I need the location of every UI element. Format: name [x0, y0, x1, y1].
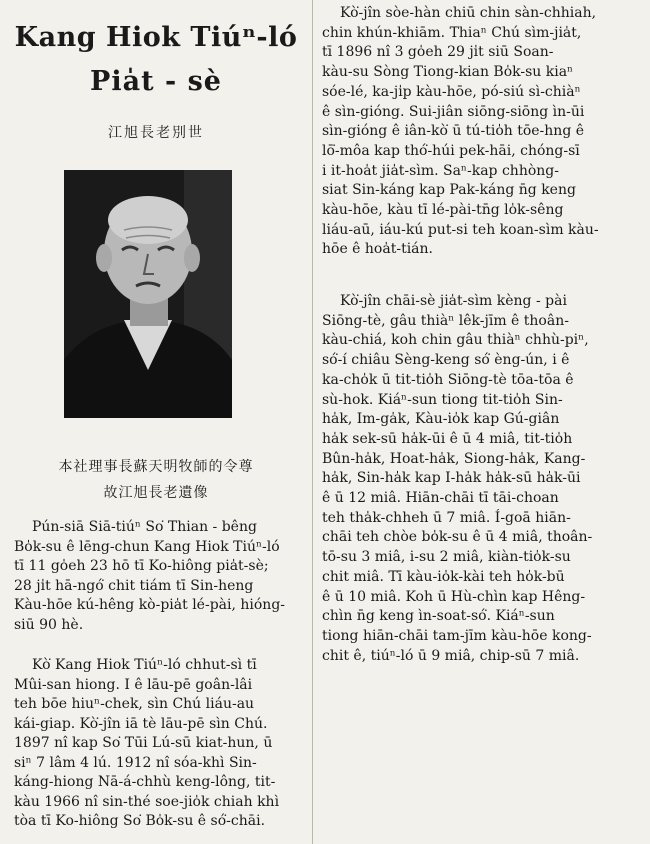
text-line: Kò͘-jîn sòe-hàn chiū chin sàn-chhiah,: [340, 5, 597, 21]
text-line: Bûn-ha̍k, Hoat-ha̍k, Siong-ha̍k, Kang-: [322, 450, 586, 467]
text-line: kái-giap. Kò͘-jîn iā tè lāu-pē sìn Chú.: [14, 715, 268, 732]
text-line: Siōng-tè, gâu thiàⁿ lêk-jīm ê thoân-: [322, 312, 569, 329]
text-line: lō͘-môa kap thó͘-húi pek-hāi, chóng-sī: [322, 142, 580, 159]
portrait-photo: [64, 170, 232, 418]
text-line: Kò͘ Kang Hiok Tiúⁿ-ló chhut-sì tī: [32, 657, 257, 673]
text-line: káng-hiong Nā-á-chhù keng-lông, tit-: [14, 774, 276, 790]
text-line: kàu-su Sòng Tiong-kian Bo̍k-su kiaⁿ: [322, 64, 574, 81]
text-line: ka-cho̍k ū tit-tio̍h Siōng-tè tōa-tōa ê: [322, 371, 574, 388]
text-line: ha̍k, Im-ga̍k, Kàu-io̍k kap Gú-giân: [322, 411, 560, 428]
text-line: kàu-hōe, kàu tī lé-pài-tn̄g lo̍k-sêng: [322, 202, 564, 219]
article-title-hanzi: 江旭長老別世: [108, 125, 204, 141]
text-line: ha̍k sek-sū ha̍k-ūi ê ū 4 miâ, tit-tio̍h: [322, 430, 573, 447]
text-line: siat Sin-káng kap Pak-káng n̄g keng: [322, 182, 576, 199]
article-title-line-2: Pia̍t - sè: [90, 66, 222, 97]
column-divider: [312, 0, 313, 844]
text-line: siū 90 hè.: [14, 616, 84, 633]
article-title-line-1: Kang Hiok Tiúⁿ-ló: [14, 22, 298, 53]
photo-caption-line-2: 故江旭長老遺像: [103, 485, 209, 501]
left-column: [0, 0, 312, 844]
text-line: teh bōe hiuⁿ-chek, sìn Chú liáu-au: [14, 696, 255, 712]
text-line: Kò͘-jîn chāi-sè jia̍t-sìm kèng - pài: [340, 293, 567, 309]
right-paragraph-2: [322, 292, 632, 666]
text-line: Pún-siā Siā-tiúⁿ So͘ Thian - bêng: [32, 519, 257, 535]
text-line: kàu-chiá, koh chin gâu thiàⁿ chhù-piⁿ,: [322, 332, 589, 349]
text-line: teh tha̍k-chheh ū 7 miâ. Í-goā hiān-: [322, 509, 571, 526]
photo-caption-line-1: 本社理事長蘇天明牧師的令尊: [58, 459, 254, 475]
text-line: Mûi-san hiong. I ê lāu-pē goân-lâi: [14, 676, 253, 693]
right-paragraph-1: [322, 4, 632, 260]
text-line: sìn-gióng ê iân-kò͘ ū tú-tio̍h tōe-hng ê: [322, 123, 585, 140]
text-line: sóe-lé, ka-ji̍p kàu-hōe, pó-siú sì-chiàⁿ: [322, 83, 581, 100]
text-line: tī 11 go̍eh 23 hō tī Ko-hiông pia̍t-sè;: [14, 558, 269, 574]
text-line: liáu-aū, iáu-kú put-si teh koan-sìm kàu-: [322, 221, 599, 238]
text-line: hōe ê hoa̍t-tián.: [322, 241, 433, 258]
text-line: Kàu-hōe kú-hêng kò-pia̍t lé-pài, hióng-: [14, 597, 286, 613]
text-line: kàu 1966 nî sin-thé soe-jio̍k chiah khì: [14, 793, 280, 810]
right-column: [322, 0, 634, 844]
text-line: ê ū 10 miâ. Koh ū Hù-chìn kap Hêng-: [322, 588, 586, 605]
text-line: Bo̍k-su ê lēng-chun Kang Hiok Tiúⁿ-ló: [14, 538, 280, 555]
text-line: tòa tī Ko-hiông So͘ Bo̍k-su ê só͘-chāi.: [14, 813, 266, 829]
text-line: chāi teh chòe bo̍k-su ê ū 4 miâ, thoân-: [322, 529, 593, 546]
text-line: sù-hok. Kiáⁿ-sun tiong tit-tio̍h Sin-: [322, 391, 563, 408]
text-line: ê ū 12 miâ. Hiān-chāi tī tāi-choan: [322, 490, 559, 507]
left-paragraph-1: [14, 518, 306, 635]
text-line: tī 1896 nî 3 go̍eh 29 ji̍t siū Soan-: [322, 44, 554, 61]
left-paragraph-2: [14, 656, 306, 832]
text-line: só͘-í chiâu Sèng-keng só͘ èng-ún, i ê: [322, 352, 570, 369]
text-line: 28 ji̍t hā-ngó͘ chit tiám tī Sin-heng: [14, 577, 254, 594]
text-line: tō-su 3 miâ, i-su 2 miâ, kiàn-tio̍k-su: [322, 549, 571, 566]
text-line: chin khún-khiām. Thiaⁿ Chú sìm-jia̍t,: [322, 24, 582, 41]
text-line: tiong hiān-chāi tam-jīm kàu-hōe kong-: [322, 627, 592, 644]
text-line: chit miâ. Tī kàu-io̍k-kài teh ho̍k-bū: [322, 568, 565, 585]
text-line: chìn n̄g keng ìn-soat-só͘. Kiáⁿ-sun: [322, 608, 555, 625]
text-line: 1897 nî kap So͘ Tūi Lú-sū kiat-hun, ū: [14, 735, 273, 751]
text-line: i it-hoa̍t jia̍t-sìm. Saⁿ-kap chhòng-: [322, 162, 559, 179]
portrait-image: [64, 170, 232, 418]
text-line: ê sìn-gióng. Sui-jiân siōng-siōng ìn-ūi: [322, 103, 585, 120]
text-line: ha̍k, Sin-ha̍k kap I-ha̍k ha̍k-sū ha̍k-ūi: [322, 470, 581, 487]
text-line: chit ê, tiúⁿ-ló ū 9 miâ, chip-sū 7 miâ.: [322, 647, 580, 664]
text-line: siⁿ 7 lâm 4 lú. 1912 nî sóa-khì Sin-: [14, 754, 257, 771]
